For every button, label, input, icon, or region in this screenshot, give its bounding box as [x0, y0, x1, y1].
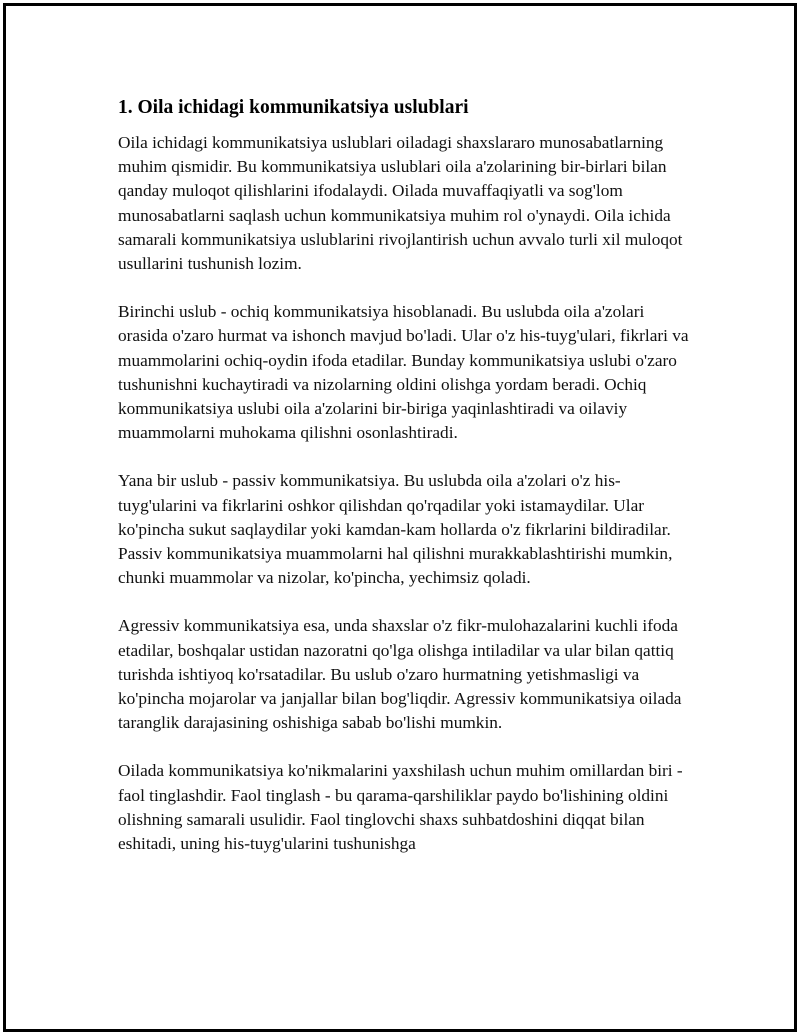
- paragraph-open-communication: Birinchi uslub - ochiq kommunikatsiya hisoblanadi. Bu uslubda oila a'zolari orasida o'zaro hurmat va ishonch mavjud bo'ladi. Ular o'z his-tuyg'ulari, fikrlari va muammolarini ochiq-oydin ifoda etadilar. Bunday kommunikatsiya uslubi o'zaro tushunishni kuchaytiradi va nizolarning oldini olishga yordam beradi. Ochiq kommunikatsiya uslubi oila a'zolarini bir-biriga yaqinlashtiradi va oilaviy muammolarni muhokama qilishni osonlashtiradi.: [118, 302, 689, 443]
- section-heading: 1. Oila ichidagi kommunikatsiya uslublari: [118, 97, 469, 118]
- document-body: [118, 95, 698, 880]
- paragraph-intro: Oila ichidagi kommunikatsiya uslublari oiladagi shaxslararo munosabatlarning muhim qismidir. Bu kommunikatsiya uslublari oila a'zolarining bir-birlari bilan qanday muloqot qilishlarini ifodalaydi. Oilada muvaffaqiyatli va sog'lom munosabatlarni saqlash uchun kommunikatsiya muhim rol o'ynaydi. Oila ichida samarali kommunikatsiya uslublarini rivojlantirish uchun avvalo turli xil muloqot usullarini tushunish lozim.: [118, 133, 683, 274]
- paragraph-active-listening: Oilada kommunikatsiya ko'nikmalarini yaxshilash uchun muhim omillardan biri - faol tinglashdir. Faol tinglash - bu qarama-qarshiliklar paydo bo'lishining oldini olishning samarali usulidir. Faol tinglovchi shaxs suhbatdoshini diqqat bilan eshitadi, uning his-tuyg'ularini tushunishga: [118, 761, 683, 854]
- paragraph-passive-communication: Yana bir uslub - passiv kommunikatsiya. Bu uslubda oila a'zolari o'z his-tuyg'ularini va fikrlarini oshkor qilishdan qo'rqadilar yoki istamaydilar. Ular ko'pincha sukut saqlaydilar yoki kamdan-kam hollarda o'z fikrlarini bildiradilar. Passiv kommunikatsiya muammolarni hal qilishni murakkablashtirishi mumkin, chunki muammolar va nizolar, ko'pincha, yechimsiz qoladi.: [118, 471, 673, 588]
- paragraph-aggressive-communication: Agressiv kommunikatsiya esa, unda shaxslar o'z fikr-mulohazalarini kuchli ifoda etadilar, boshqalar ustidan nazoratni qo'lga olishga intiladilar va ular bilan qattiq turishda ishtiyoq ko'rsatadilar. Bu uslub o'zaro hurmatning yetishmasligi va ko'pincha mojarolar va janjallar bilan bog'liqdir. Agressiv kommunikatsiya oilada taranglik darajasining oshishiga sabab bo'lishi mumkin.: [118, 616, 682, 733]
